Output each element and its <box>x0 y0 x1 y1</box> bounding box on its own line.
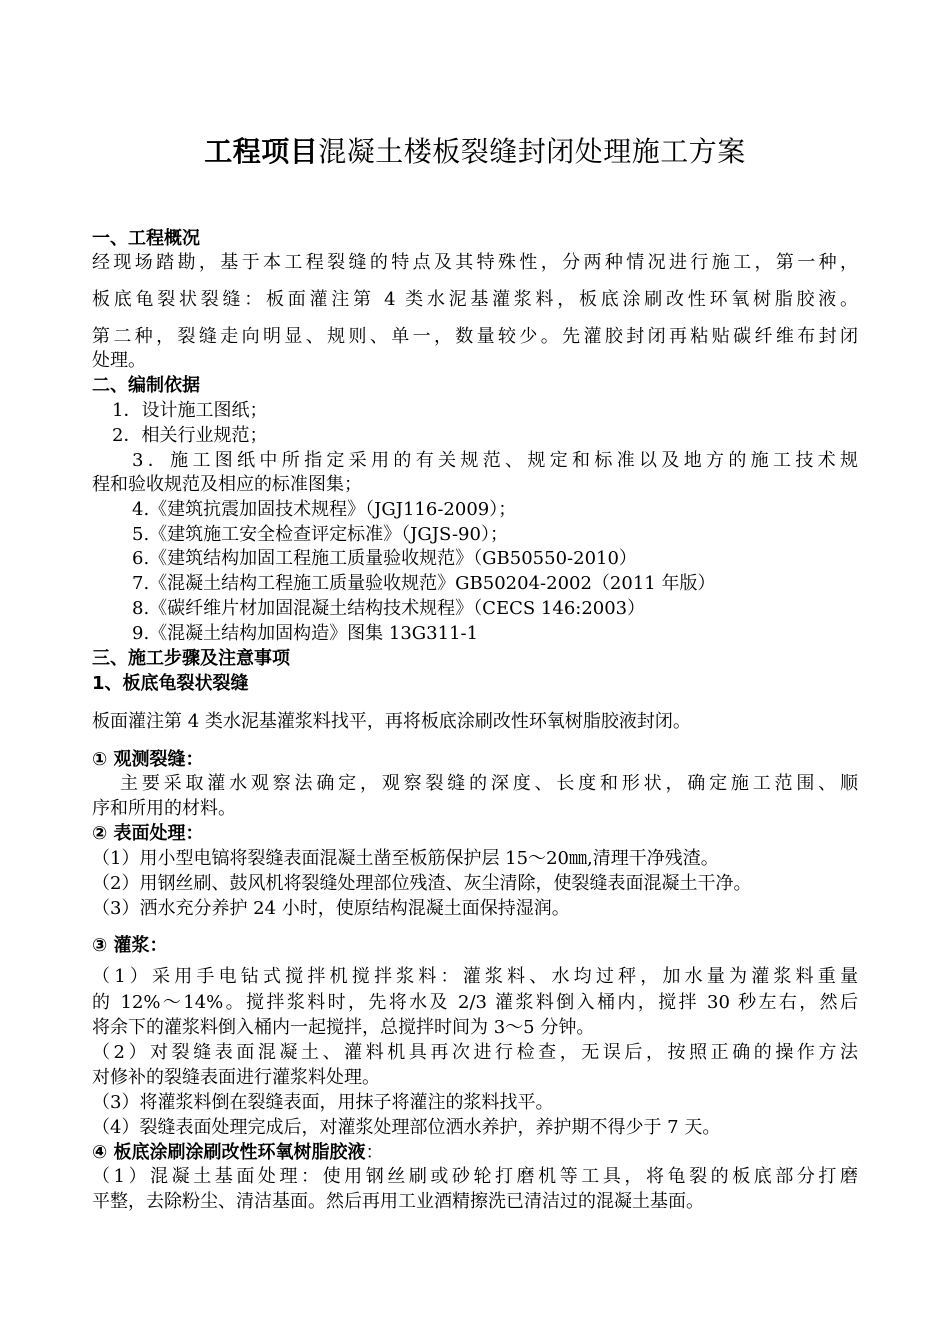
basis-item-4: 4.《建筑抗震加固技术规程》（JGJ116-2009）； <box>132 499 517 520</box>
step-1-line2: 序和所用的材料。 <box>92 798 236 819</box>
basis-item-2: 2．相关行业规范； <box>112 425 268 446</box>
title-project: 工程项目 <box>204 135 319 168</box>
section-1-heading: 一、工程概况 <box>92 228 200 249</box>
title-main: 混凝土楼板裂缝封闭处理施工方案 <box>318 135 746 168</box>
step-2-line3: （3）洒水充分养护 24 小时，使原结构混凝土面保持湿润。 <box>92 898 570 919</box>
sec1-para1-line1: 经现场踏勘，基于本工程裂缝的特点及其特殊性，分两种情况进行施工，第一种， <box>92 252 858 273</box>
sec3-intro: 板面灌注第 4 类水泥基灌浆料找平，再将板底涂刷改性环氧树脂胶液封闭。 <box>92 711 691 732</box>
step-4-heading: ④ 板底涂刷涂刷改性环氧树脂胶液 <box>92 1142 366 1163</box>
step-3-line2: 的 12%～14%。搅拌浆料时，先将水及 2/3 灌浆料倒入桶内，搅拌 30 秒左右，然后 <box>92 992 858 1013</box>
basis-item-7: 7.《混凝土结构工程施工质量验收规范》GB50204-2002（2011 年版） <box>132 573 716 594</box>
basis-item-8: 8.《碳纤维片材加固混凝土结构技术规程》（CECS 146:2003） <box>132 598 646 619</box>
step-4-heading-colon: ： <box>365 1142 384 1163</box>
document-title <box>0 130 950 170</box>
sec1-para2-line1: 第二种，裂缝走向明显、规则、单一，数量较少。先灌胶封闭再粘贴碳纤维布封闭 <box>92 326 858 347</box>
step-4-line2: 平整，去除粉尘、清洁基面。然后再用工业酒精擦洗已清洁过的混凝土基面。 <box>92 1191 704 1212</box>
step-2-line2: （2）用钢丝刷、鼓风机将裂缝处理部位残渣、灰尘清除，使裂缝表面混凝土干净。 <box>92 873 752 894</box>
basis-item-6: 6.《建筑结构加固工程施工质量验收规范》（GB50550-2010） <box>132 548 637 569</box>
step-3-line7: （4）裂缝表面处理完成后，对灌浆处理部位洒水养护，养护期不得少于 7 天。 <box>92 1117 721 1138</box>
basis-item-5: 5.《建筑施工安全检查评定标准》（JGJS-90）； <box>132 524 508 545</box>
step-3-heading: ③ 灌浆： <box>92 935 168 956</box>
step-2-heading: ② 表面处理： <box>92 823 204 844</box>
step-1-heading: ① 观测裂缝： <box>92 749 204 770</box>
subsection-1-heading: 1、板底龟裂状裂缝 <box>92 673 249 694</box>
basis-item-9: 9.《混凝土结构加固构造》图集 13G311-1 <box>132 623 479 644</box>
step-4-line1: （1）混凝土基面处理：使用钢丝刷或砂轮打磨机等工具，将龟裂的板底部分打磨 <box>92 1166 858 1187</box>
section-3-heading: 三、施工步骤及注意事项 <box>92 648 290 669</box>
basis-item-3-line2: 程和验收规范及相应的标准图集； <box>92 474 362 495</box>
basis-item-1: 1．设计施工图纸； <box>112 400 268 421</box>
step-1-line1: 主要采取灌水观察法确定，观察裂缝的深度、长度和形状，确定施工范围、顺 <box>120 773 858 794</box>
step-3-line6: （3）将灌浆料倒在裂缝表面，用抹子将灌注的浆料找平。 <box>92 1092 554 1113</box>
step-3-line3: 将余下的灌浆料倒入桶内一起搅拌，总搅拌时间为 3～5 分钟。 <box>92 1017 595 1038</box>
step-3-line1: （1）采用手电钻式搅拌机搅拌浆料：灌浆料、水均过秤，加水量为灌浆料重量 <box>92 966 858 987</box>
step-3-line4: （2）对裂缝表面混凝土、灌料机具再次进行检查，无误后，按照正确的操作方法 <box>92 1042 858 1063</box>
step-4-heading-row <box>92 1140 384 1166</box>
step-2-line1: （1）用小型电镐将裂缝表面混凝土凿至板筋保护层 15～20㎜,清理干净残渣。 <box>92 848 719 869</box>
step-3-line5: 对修补的裂缝表面进行灌浆料处理。 <box>92 1067 380 1088</box>
sec1-para1-line2: 板底龟裂状裂缝：板面灌注第 4 类水泥基灌浆料，板底涂刷改性环氧树脂胶液。 <box>92 289 858 310</box>
section-2-heading: 二、编制依据 <box>92 375 200 396</box>
sec1-para2-line2: 处理。 <box>92 350 146 371</box>
basis-item-3-line1: 3．施工图纸中所指定采用的有关规范、规定和标准以及地方的施工技术规 <box>132 450 858 471</box>
